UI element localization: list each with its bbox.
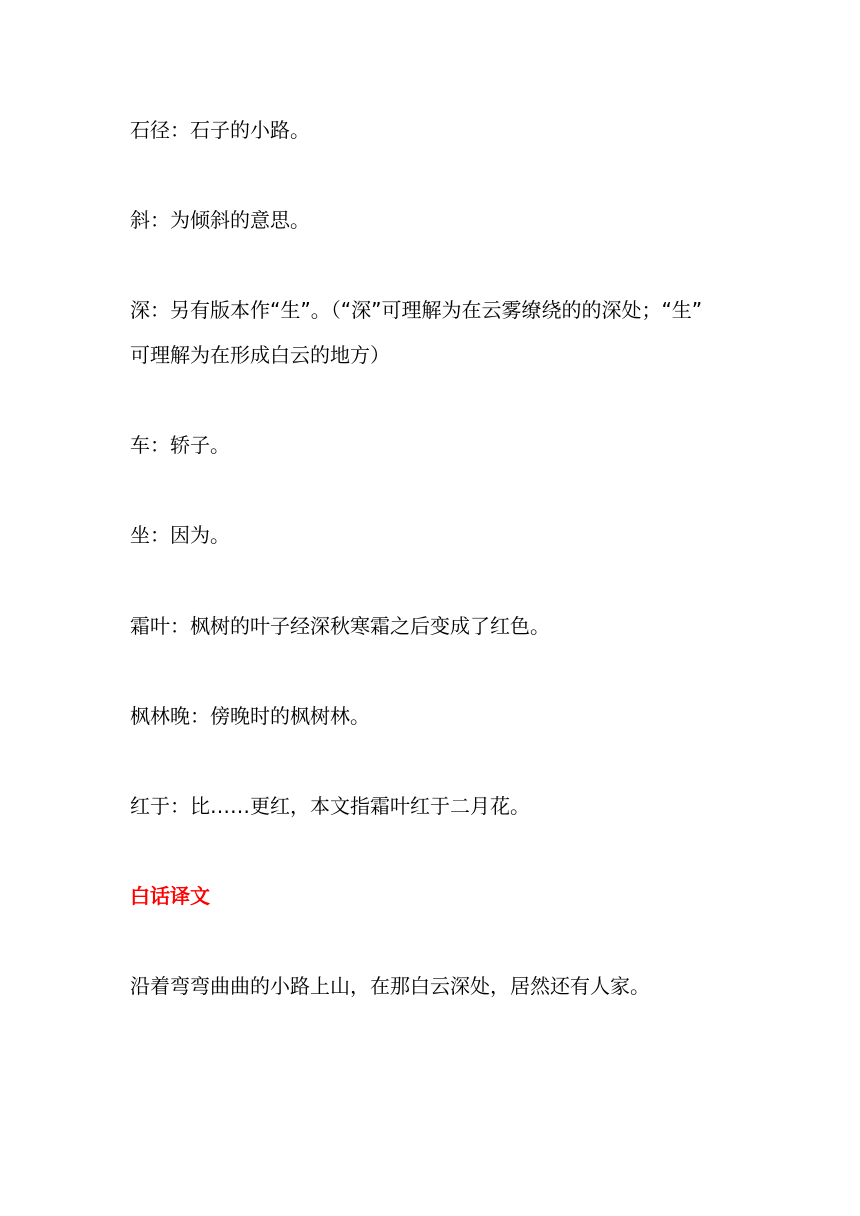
note-xie: 斜：为倾斜的意思。 [130,208,310,232]
note-zuo: 坐：因为。 [130,523,230,547]
note-shen: 深：另有版本作“生”。（“深”可理解为在云雾缭绕的的深处；“生” [130,298,703,322]
translation-heading: 白话译文 [130,884,210,908]
note-shijing: 石径：石子的小路。 [130,118,310,142]
note-fenglinwan: 枫林晚：傍晚时的枫树林。 [130,704,370,728]
note-che: 车：轿子。 [130,433,230,457]
note-shuangye: 霜叶：枫树的叶子经深秋寒霜之后变成了红色。 [130,614,550,638]
note-shen-continuation: 可理解为在形成白云的地方） [130,343,390,367]
note-hongyu: 红于：比……更红，本文指霜叶红于二月花。 [130,794,530,818]
translation-paragraph: 沿着弯弯曲曲的小路上山，在那白云深处，居然还有人家。 [130,974,650,998]
